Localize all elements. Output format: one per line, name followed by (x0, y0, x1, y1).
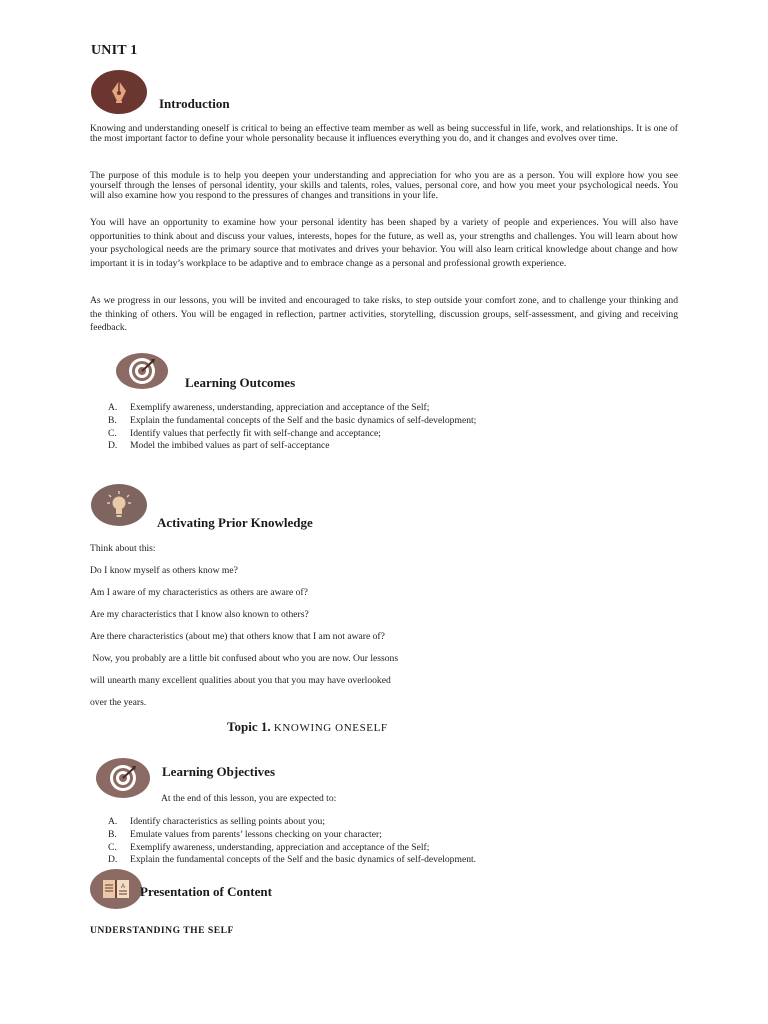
list-item: D. Model the imbibed values as part of self-acceptance (108, 440, 330, 452)
unit-title: UNIT 1 (91, 43, 138, 58)
list-item: A. Exemplify awareness, understanding, appreciation and acceptance of the Self; (108, 402, 430, 413)
prior-knowledge-line: over the years. (90, 697, 147, 708)
list-item: D. Explain the fundamental concepts of the Self and the basic dynamics of self-development. (108, 854, 477, 866)
target-icon (96, 758, 150, 798)
topic-heading (227, 719, 388, 735)
introduction-title: Introduction (159, 96, 230, 111)
learning-outcomes-list (108, 402, 708, 453)
pen-nib-icon (91, 70, 147, 114)
list-item: A. Identify characteristics as selling points about you; (108, 816, 326, 827)
learning-objectives-title: Learning Objectives (162, 764, 276, 779)
learning-outcomes-title: Learning Outcomes (185, 375, 296, 390)
list-item: B. Emulate values from parents’ lessons checking on your character; (108, 828, 382, 840)
prior-knowledge-line: Are my characteristics that I know also known to others? (90, 609, 309, 620)
prior-knowledge-line: Now, you probably are a little bit confused about who you are now. Our lessons (90, 653, 399, 664)
prior-knowledge-line: Think about this: (90, 543, 156, 554)
introduction-paragraph-4: As we progress in our lessons, you will be invited and encouraged to take risks, to step outside your comfort zone, and to challenge your thinking and the thinking of others. You will be engaged in reflection, partner activities, storytelling, discussion groups, self-assessment, and giving and receiving feedback. (90, 295, 678, 334)
book-icon (90, 869, 142, 909)
prior-knowledge-line: Am I aware of my characteristics as others are aware of? (90, 587, 308, 598)
introduction-paragraph-1: Knowing and understanding oneself is critical to being an effective team member as well as being successful in life, work, and relationships. It is one of the most important factor to define your whole personality because it influences everything you do, and it changes and evolves over time. (90, 123, 678, 145)
topic-name: KNOWING ONESELF (273, 722, 388, 734)
prior-knowledge-title: Activating Prior Knowledge (157, 515, 313, 530)
learning-objectives-intro: At the end of this lesson, you are expected to: (161, 793, 337, 804)
prior-knowledge-line: will unearth many excellent qualities about you that you may have overlooked (90, 675, 391, 686)
list-item: C. Exemplify awareness, understanding, appreciation and acceptance of the Self; (108, 841, 430, 853)
prior-knowledge-line: Are there characteristics (about me) that others know that I am not aware of? (90, 631, 385, 642)
target-icon (116, 353, 168, 389)
introduction-paragraph-3: You will have an opportunity to examine how your personal identity has been shaped by a variety of people and experiences. You will also have opportunities to think about and discuss your values, interests, hopes for the future, as well as, your strengths and challenges. You will learn about how your psychological needs are the primary source that motivates and drives your behavior. You will also learn critical knowledge about change and how important it is in today’s workplace to be adaptive and to embrace change as a personal and professional growth experience. (90, 217, 678, 269)
presentation-title: Presentation of Content (140, 884, 272, 899)
svg-text:A: A (121, 884, 126, 890)
list-item: C. Identify values that perfectly fit with self-change and acceptance; (108, 427, 381, 439)
prior-knowledge-line: Do I know myself as others know me? (90, 565, 238, 576)
topic-prefix: Topic 1. (227, 719, 271, 734)
lightbulb-icon (91, 484, 147, 526)
understanding-self-heading: UNDERSTANDING THE SELF (90, 925, 234, 936)
introduction-paragraph-2: The purpose of this module is to help you deepen your understanding and appreciation for who you are as a person. You will explore how you see yourself through the lenses of personal identity, your skills and talents, roles, values, personal core, and how you meet your psychological needs. You will also examine how you respond to the pressures of changes and transitions in your life. (90, 170, 678, 202)
list-item: B. Explain the fundamental concepts of the Self and the basic dynamics of self-development; (108, 414, 477, 426)
learning-objectives-list (108, 816, 708, 867)
